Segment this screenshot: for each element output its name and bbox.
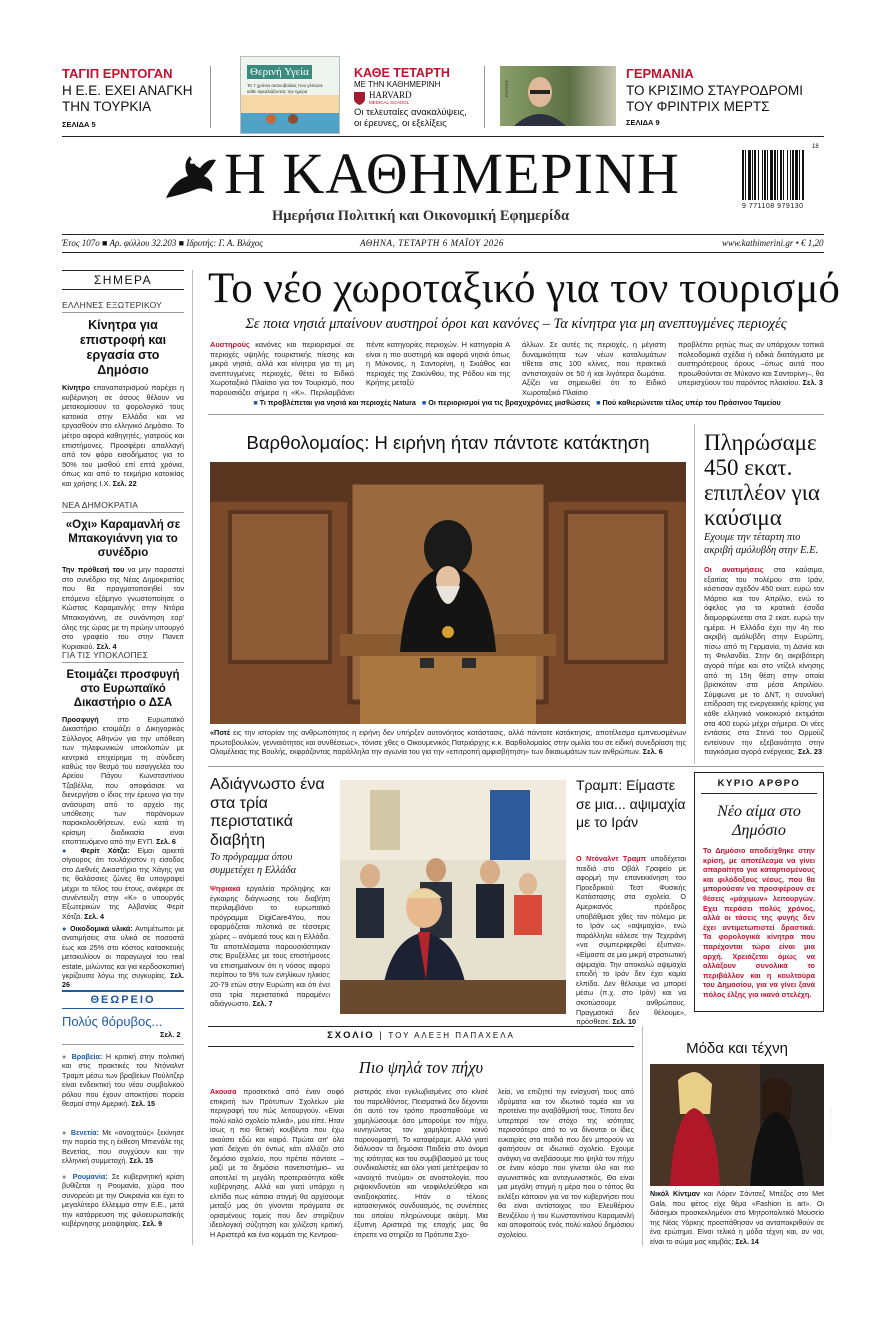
sidebar-title: Κίνητρα για επιστροφή και εργασία στο Δημόσιο: [79, 318, 167, 377]
teaser-page: ΣΕΛΙΔΑ 9: [626, 118, 660, 127]
brief-text: Η κριτική στην πολιτική και στις πρακτικές του Ντόναλντ Τραμπ μέσω των βραβείων Πούλιτζερ είναι ενδεικτική του νέου συμβολικού ρόλου που έχουν αποκτήσει πορεία θεσμοί στην Αμερική.: [62, 1052, 185, 1109]
theoreio-label: ΘΕΩΡΕΙΟ: [62, 990, 184, 1009]
diabetes-lead: Ψηφιακά: [210, 884, 241, 893]
barcode-bar: [745, 150, 746, 200]
issue-website: www.kathimerini.gr • € 1,20: [722, 238, 824, 248]
bullet-square-icon: ■: [596, 398, 601, 407]
barcode-bar: [752, 150, 753, 200]
brief-ref[interactable]: Σελ. 4: [84, 911, 104, 921]
lead-bullets: [210, 398, 824, 407]
barcode-bar: [799, 150, 800, 200]
fuel-ref[interactable]: Σελ. 23: [797, 747, 823, 757]
issue-info: Έτος 107ο ■ Αρ. φύλλου 32.203 ■ Ιδρυτής: Γ. Α. Βλάχος: [62, 238, 263, 248]
brief-bullet-icon: ●: [62, 1052, 68, 1061]
masthead-subtitle: Ημερήσια Πολιτική και Οικονομική Εφημερίδα: [272, 208, 570, 224]
sidebar-title: «Οχι» Καραμανλή σε Μπακογιάννη για το συνέδριο: [65, 519, 181, 559]
lead-col-1: [210, 340, 510, 398]
barcode-bar: [787, 150, 788, 200]
merz-portrait: [500, 66, 616, 126]
brief-ref[interactable]: Σελ. 9: [142, 1219, 163, 1229]
sidebar-text: [62, 715, 184, 847]
fashion-lead: Νικόλ Κίντμαν: [650, 1190, 700, 1198]
trump-photo: [324, 780, 566, 1014]
scholio-body-1: προσεκτικά από έναν σοφό επικριτή των Πρότυπων Σχολείων μία περιγραφή του πώς λειτουργούν. «Είναι πολύ καλό σχολείο τελικά», μου είπε. Ηταν ίσως η πιο θετική κουβέντα που έχω ακούσει εδώ και καιρό. Πρώτα απ' όλα γιατί δείχνει ότι όντως κάτι αλλάζει στο δημόσιο σχολείο, που πρέπει πάντοτε –μαζί με το δημόσιο πανεπιστήμιο– να αποτελεί τη μεγάλη προτεραιότητα κάθε κυβέρνησης. Αλλά και γιατί υπάρχει η ελπίδα πως κάποια στιγμή θα αρχίσουμε μεταξύ μας ότι γίνονται πράγματα σε ορισμένους τομείς που δεν στηρίζουν ιδεολογική σύζητηση και χιλίζεση κριτική. Η Αριστερά και ένα κομμάτι της Κεντροα-: [210, 1088, 344, 1239]
brief-title: Βραβεία:: [71, 1052, 103, 1061]
sidebar-ref[interactable]: Σελ. 4: [96, 641, 117, 651]
photo-headline[interactable]: Βαρθολομαίος: Η ειρήνη ήταν πάντοτε κατάκτηση: [246, 432, 650, 453]
lead-bullet-1[interactable]: Τι προβλέπεται για νησιά και περιοχές Natura: [259, 398, 416, 407]
parliament-scene: [210, 462, 686, 724]
barcode-bar: [802, 150, 804, 200]
brief-ref[interactable]: Σελ. 26: [62, 971, 184, 990]
diabetes-body: εργαλεία πρόληψης και έγκαιρης διάγνωσης του διαβήτη περιλαμβάνει το ευρωπαϊκό πρόγραμμα DigiCare4You, που εφαρμόζεται πιλοτικά σε τέσσερις χώρες – ανάμεσά τους και η Ελλάδα. Τα αποτελέσματα παρουσιάστηκαν στις Βρυξέλλες με τους επιστήμονες να επισημαίνουν ότι η νόσος αφορά περίπου το 9% των ενηλίκων ηλικίας 20-79 ετών στην Ευρώπη και ότι ένα στα τρία περιστατικά παραμένει αδιάγνωστο.: [210, 884, 330, 1009]
teaser-kicker: ΚΑΘΕ ΤΕΤΑΡΤΗ: [354, 66, 450, 80]
lead-bullet-2[interactable]: Οι περιορισμοί για τις βραχυχρόνιες μισθώσεις: [428, 398, 591, 407]
barcode-bar: [783, 150, 784, 200]
sidebar-body: επαναπατρισμού παρέχει η κυβέρνηση σε όσους θέλουν να μετακομίσουν το φορολογικό τους κατοικία στην Ελλάδα και να εργασθούν στο ελληνικό Δημόσιο. Το μέτρο αφορά καθηγητές, γιατρούς και επιστήμονες. Προσφέρει απαλλαγή από τον φόρο εισοδήματος για το 50% του μισθού επί επτά χρόνια, όπως και από το τεκμήριο κατοικίας και χρήσης Ι.Χ.: [62, 383, 185, 488]
website-link[interactable]: www.kathimerini.gr: [722, 238, 794, 248]
sidebar-story-1[interactable]: [62, 300, 184, 489]
sidebar-story-2[interactable]: [62, 500, 184, 651]
diabetes-ref[interactable]: Σελ. 7: [252, 999, 273, 1009]
brief-ref[interactable]: Σελ. 15: [131, 1099, 155, 1109]
brief-title: Φερίτ Χότζα:: [80, 846, 130, 855]
barcode-bar: [774, 150, 776, 200]
issue-date: ΑΘΗΝΑ, ΤΕΤΑΡΤΗ 6 ΜΑΪΟΥ 2026: [360, 238, 505, 248]
trump-lead: Ο Ντόναλντ Τραμπ: [576, 854, 647, 863]
brief-text: Με «ανοιχτούς» ξεκίνησε την πορεία της η έκθεση Μπιενάλε της Βενετίας, που συγχύουν και την ελληνική συμμετοχή.: [62, 1128, 185, 1166]
caption-lead: «Ποτέ: [210, 728, 231, 737]
lead-body-1: κανόνες και περιορισμοί σε περιοχές υψηλής τουριστικής πίεσης και μικρά νησιά, αλλά και κίνητρα για τη μη ανεπτυγμένες περιοχές, θέτει το Ειδικό Χωροταξικό Πλαίσιο για τον Τουρισμό, που παρουσιάζει σήμερα η «Κ». Περιλαμβάνει πέντε κατηγορίες περιοχών. Η κατηγορία Α είναι η πιο αυστηρή και αφορά νησιά όπως η Μύκονος, η Σαντορίνη, η Σκιάθος και περιοχές της Ζακύνθου, της Ρόδου και της Κρήτης μεταξύ: [210, 340, 510, 397]
met-gala-photo: [650, 1064, 833, 1186]
scholio-header: ΣΧΟΛΙΟ | ΤΟΥ ΑΛΕΞΗ ΠΑΠΑΧΕΛΑ: [327, 1030, 515, 1041]
barcode-bar: [792, 150, 794, 200]
bullet-square-icon: ■: [421, 398, 427, 407]
brief-text: Σε κυβερνητική κρίση βυθίζεται η Ρουμανία, χώρα που συνορεύει με την Ουκρανία και έχει το μεγαλύτερο έλλειμμα στην Ε.Ε., μετά την κατάρρευση της φιλοευρωπαϊκής κυβέρνησης μειοψηφίας.: [62, 1172, 185, 1229]
teaser-erdogan[interactable]: [62, 66, 202, 129]
sidebar-kicker: ΝΕΑ ΔΗΜΟΚΡΑΤΙΑ: [62, 500, 184, 513]
sidebar-kicker: ΓΙΑ ΤΙΣ ΥΠΟΚΛΟΠΕΣ: [62, 650, 184, 663]
brief-text: Αντιμέτωποι με ανατιμήσεις στα υλικά σε ποσοστά έως και 25% στο κόστος κατασκευής μετακυλίουν οι παραγωγοί του real estate, μιλώντας και για κερδοσκοπική γκρίζουσα λόγω της συγκυρίας.: [62, 924, 184, 981]
phoenix-logo-icon: [160, 150, 220, 202]
teaser-kicker: ΤΑΓΙΠ ΕΡΝΤΟΓΑΝ: [62, 66, 173, 81]
lead-deck: Σε ποια νησιά μπαίνουν αυστηροί όροι και κανόνες – Τα κίνητρα για μη ανεπτυγμένες περιοχές: [245, 316, 787, 332]
brief-bullet-icon: ●: [62, 924, 68, 933]
lead-col-3: [678, 340, 824, 388]
harvard-shield-icon: [354, 92, 365, 105]
barcode-bar: [777, 150, 778, 200]
barcode-bar: [764, 150, 766, 200]
barcode-bar: [742, 150, 744, 200]
barcode-bar: [754, 150, 756, 200]
masthead-title: Η ΚΑΘΗΜΕΡΙΝΗ: [224, 141, 680, 206]
merz-photo: [500, 66, 616, 126]
caption-ref[interactable]: Σελ. 6: [642, 747, 663, 757]
editorial-label: ΚΥΡΙΟ ΑΡΘΡΟ: [701, 773, 817, 794]
fuel-lead: Οι ανατιμήσεις: [704, 565, 764, 574]
teaser-title: ΤΟ ΚΡΙΣΙΜΟ ΣΤΑΥΡΟΔΡΟΜΙ ΤΟΥ ΦΡΙΝΤΡΙΧ ΜΕΡΤΣ: [626, 83, 803, 114]
today-label: ΣΗΜΕΡΑ: [62, 270, 184, 290]
fashion-text: [650, 1190, 824, 1247]
barcode-top: 18: [812, 144, 819, 150]
sidebar-bottom-3[interactable]: [62, 1172, 184, 1228]
teaser-germany[interactable]: [626, 66, 826, 127]
sidebar-body: να μην παραστεί στο συνέδριο της Νέας Δημοκρατίας που θα πραγματοποιηθεί τον επόμενο εξάμηνο γνωστοποίησε ο Κώστας Καραμανλής στην Ντόρα Μπακογιάννη, σε συνάντηση εορ' όλης της ώρας με τη πρώην υπουργό στο γραφείο του στην Πανεπ Κυριακού.: [62, 565, 184, 651]
sidebar-lead: Την πρόθεσή του: [62, 565, 125, 574]
barcode: [740, 150, 824, 202]
supplement-title: Θερινή Υγεία: [247, 65, 312, 79]
barcode-bar: [795, 150, 798, 200]
issue-founder: Ιδρυτής: Γ. Α. Βλάχος: [186, 238, 263, 248]
merz-credit: ΡΟΙΤΕΡΣ: [504, 79, 510, 98]
trump-text: [576, 854, 686, 1027]
diabetes-headline[interactable]: Αδιάγνωστο ένα στα τρία περιστατικά διαβήτη: [210, 776, 325, 849]
photo-caption: [210, 728, 686, 757]
sidebar-bottom-2[interactable]: [62, 1128, 184, 1166]
lead-lead-word: Αυστηρούς: [210, 340, 250, 349]
lead-body-3: προβλέπει ρητώς πως αν υπάρχουν τοπικά πολεοδομικά σχέδια ή ειδικά διατάγματα με αυστηρότερους όρους –όπως αυτά που προωθούνται σε Μύκονο και Σαντορίνη–, θα υπερισχύουν του παρόντος πλαισίου.: [678, 340, 824, 388]
theoreio-ref[interactable]: Σελ. 2: [160, 1030, 181, 1039]
harvard-brand: HARVARD: [369, 90, 412, 100]
sidebar-brief-2[interactable]: [62, 924, 184, 990]
teaser-harvard[interactable]: [354, 66, 474, 129]
scholio-col-2: ριστεράς είναι εγκλωβισμένες στο κλισέ του παρελθόντος. Πεισματικά δεν δέχονται ότι αυτό τον τρόπο προσπαθούμε να χαμηλώσουμε όσο μπορούμε τον πήχυ, κυνηγώντας τον χαμηλότερο κοινό παρονομαστή. Το καταφέραμε. Αλλά γιατί διάλυσαν τα δημόσια Παιδεία στο όνομα της ισότητας και του συμβιβασμού με τους συνδικαλιστές και όλοι γιατί μετέτρεψαν το «ανοιχτό πνεύμα» σε ανοστολογία, που ριψοκινδυνεύει και νεοφιλελεύθερα και αναξιοκρατίες. Ητάν ο τέλειος κατασκηνικός συνδυασμός, τις συνέπειες του οποίου πληρώνουμε ακόμη. Μια έξυπνη Αριστερά της εποχής μας θα έπρεπε να στηρίζει τα Πρότυπα Σχο-: [354, 1088, 488, 1239]
editorial-text: Το Δημόσιο αποδείχθηκε στην κρίση, με αποτέλεσμα να γίνει απαραίτητο για καταρτισμένους και φιλόδοξους νέους, που θα μπορούσαν να προσφέρουν σε θέσεις «μάχιμων» λειτουργών. Εχει περάσει πολύς χρόνος, αλλά οι τάσεις της φυγής δεν έχει αντιμετωπιστεί δραστικά. Τα φορολογικά κίνητρα που παρέχονται τώρα είναι μια αρχή. Χρειάζεται όμως να αλλάξουν συνολικά το περιβάλλον και η κουλτούρα του Δημοσίου, για να γίνει ξανά πόλος έλξης για ικανά στελέχη.: [703, 846, 815, 999]
sidebar-story-3[interactable]: [62, 650, 184, 847]
sidebar-ref[interactable]: Σελ. 6: [156, 837, 176, 847]
trump-ref[interactable]: Σελ. 10: [612, 1017, 637, 1027]
fuel-deck: Εχουμε την τέταρτη πιο ακριβή αμόλυβδη στην Ε.Ε.: [704, 532, 819, 556]
teaser-kicker: ΓΕΡΜΑΝΙΑ: [626, 66, 694, 81]
harvard-brand-sub: MEDICAL SCHOOL: [369, 100, 410, 105]
fuel-headline[interactable]: Πληρώσαμε 450 εκατ. επιπλέον για καύσιμα: [704, 430, 820, 530]
caption-text: εις την ιστορίαν της ανθρωπότητος η ειρήνη δεν υπήρξεν αυτονόητος κατάστασις, αλλά πάντοτε κατάκτησις, αποτέλεσμα εμπνευσμένων πρωτοβουλιών, γενναιότητος και συνθέσεως», τόνισε χθες ο Οικουμενικός Πατριάρχης κ.κ. Βαρθολομαίος στην ομιλία του σε ειδική συνεδρίαση της Ολομέλειας της Βουλής, εκφράζοντας παράλληλα την αγωνία του για την «επιτροπή αμφισβήτηση» των δικαιωμάτων των ανθρώπων.: [210, 728, 686, 757]
sidebar-ref[interactable]: Σελ. 22: [112, 478, 137, 488]
fuel-text: [704, 565, 824, 757]
barcode-digits: 9 771108 979130: [742, 203, 804, 210]
oval-office-scene: [340, 780, 566, 1014]
scholio-col-3: λεία, να επιζητεί την ενίσχυσή τους από ιδρύματα και τον ιδιωτικό τομέα και να προτείνει την αναβάθμισή τους. Τίποτα δεν υπερτερεί τον στόχο της ισότητας περισσότερο από το να δίνονται οι ίδιες ευκαιρίες στα παιδιά που δεν μπορούν να φοιτήσουν σε ιδιωτικό σχολείο. Εχουμε ανάγκη να ανεβάσουμε πιο ψηλά τον πήχυ σε έναν κόσμο που γίνεται όλο και πιο αγωνιστικός και ανταγωνιστικός. Θα είναι μια μεγάλη στιγμή η μέρα που ο τόπος θα εκλέξει κάποιον για να τον κυβερνήσει που θα είναι αντίστοιχος του Ελευθέριου Βενιζέλου ή του Κωνσταντίνου Καραμανλή και αποφοιτούς ενός πολύ καλού δημόσιου σχολείου.: [498, 1088, 634, 1239]
barcode-bar: [790, 150, 791, 200]
met-gala-credit: GETTY IMAGES: [827, 1106, 833, 1139]
teaser-title: Η Ε.Ε. ΕΧΕΙ ΑΝΑΓΚΗ ΤΗΝ ΤΟΥΡΚΙΑ: [62, 83, 193, 114]
teaser-supplement-cover[interactable]: [240, 56, 340, 134]
brief-text: Είμαι αρκετά σίγουρος ότι τουλάχιστον η είσοδος στο Διεθνές Δικαστήριο της Χάγης για τις θαλάσσιες ζώνες θα υπογραφεί μέχρι το τέλος του έτους, ανέφερε σε συνέντευξη στην «Κ» ο υπουργός Εξωτερικών της Αλβανίας Φερίτ Χότζα.: [62, 846, 185, 921]
beach-illustration: [241, 95, 339, 133]
barcode-bar: [780, 150, 782, 200]
fashion-title[interactable]: Μόδα και τέχνη: [686, 1040, 788, 1057]
issue-number: Αρ. φύλλου 32.203: [109, 238, 177, 248]
theoreio-title[interactable]: Πολύς θόρυβος...: [62, 1014, 163, 1029]
lead-headline[interactable]: Το νέο χωροταξικό για τον τουρισμό: [208, 265, 840, 312]
sidebar-lead: Προσφυγή: [62, 715, 99, 724]
barcode-bar: [770, 150, 773, 200]
scholio-lead: Ακουσα: [210, 1088, 237, 1096]
sidebar-title: Ετοιμάζει προσφυγή στο Ευρωπαϊκό Δικαστήριο ο ΔΣΑ: [66, 669, 180, 709]
fashion-body: και Λόρεν Σάντσεζ Μπέζος στο Met Gala, που φέτος είχε θέμα «Fashion is art». Οι διάσημοι προσκεκλημένοι στο Μητροπολιτικό Μουσείο της Νέας Υόρκης προσπάθησαν να ανταποκριθούν σε ένα ερώτημα. Είναι τελικά η μόδα τέχνη και, αν ναι, είναι το σώμα μας καμβάς;: [650, 1190, 824, 1246]
brief-title: Οικοδομικά υλικά:: [70, 924, 133, 933]
teaser-sub: ΜΕ ΤΗΝ ΚΑΘΗΜΕΡΙΝΗ: [354, 80, 441, 89]
barcode-bar: [767, 150, 768, 200]
brief-ref[interactable]: Σελ. 15: [129, 1156, 154, 1166]
lead-bullet-3[interactable]: Πού καθιερώνεται τέλος υπέρ του Πράσινου Ταμείου: [602, 398, 781, 407]
sidebar-lead: Κίνητρο: [62, 383, 91, 392]
barcode-bar: [758, 150, 759, 200]
met-gala-scene: [650, 1064, 824, 1186]
sidebar-text: [62, 565, 184, 651]
teaser-text: Οι τελευταίες ανακαλύψεις, οι έρευνες, οι εξελίξεις: [354, 107, 467, 129]
scholio-title[interactable]: Πιο ψηλά τον πήχυ: [358, 1058, 484, 1077]
photo-credit: ΦΩΤΟΓΡΑΦΙΑ: ΒΟΥΛΗ ΤΩΝ ΕΛΛΗΝΩΝ: [698, 547, 703, 622]
editorial-title: Νέο αίμα στο Δημόσιο: [717, 803, 801, 839]
barcode-bar: [748, 150, 751, 200]
brief-bullet-icon: ●: [62, 1172, 69, 1181]
trump-body: υποδέχεται παιδιά στο Οβάλ Γραφείο με αφορμή την επανεκκίνηση του Προεδρικού Τεστ Φυσικής Κατάστασης στα σχολεία. Ο Αμερικανός πρόεδρος υποβάθμισε χθες τον πόλεμο με το Ιράν ως «αψιμαχία», ενώ παράλληλα κάλεσε την Τεχεράνη «να συμπεριφερθεί έξυπνα». «Είμαστε σε μια μικρή στρατιωτική αψιμαχία. Την αποκαλώ αψιμαχία επειδή το Ιράν δεν έχει καμία ελπίδα. Δεν θέλουμε να μπορεί μέσω (π.χ. στο Ιράν) και να σκοτώσουμε ανθρώπους. Πραγματικά δεν θέλουμε», πρόσθεσε.: [576, 854, 687, 1027]
scholio-author: ΤΟΥ ΑΛΕΞΗ ΠΑΠΑΧΕΛΑ: [388, 1031, 515, 1040]
diabetes-text: [210, 884, 330, 1009]
sidebar-kicker: ΕΛΛΗΝΕΣ ΕΞΩΤΕΡΙΚΟΥ: [62, 300, 184, 313]
sidebar-brief-1[interactable]: [62, 846, 184, 921]
trump-headline[interactable]: Τραμπ: Είμαστε σε μια... αψιμαχία με το Ιράν: [576, 777, 686, 830]
trump-photo-credit: ASSOCIATED PRESS: [324, 957, 330, 1000]
lead-ref[interactable]: Σελ. 3: [802, 378, 823, 388]
brief-bullet-icon: ●: [62, 846, 73, 855]
sidebar-text: [62, 383, 184, 489]
brief-title: Ρουμανία:: [72, 1172, 108, 1181]
sidebar-bottom-1[interactable]: [62, 1052, 184, 1108]
supplement-text: Τα 7 χρόνια ακτινοβολίας που γλιτώσε κάθε αγκαλιάζοντας την ημέρα: [247, 83, 323, 94]
fuel-body: στα καύσιμα, εξαιτίας του πολέμου στο Ιράν, κόστισαν σχεδόν 450 εκατ. ευρώ τον Μάρτιο και τον Απρίλιο, ενώ το όφελος για τα κρατικά έσοδα διαμορφώνεται στα 2 εκατ. ευρώ την ημέρα. Η Ελλάδα έχει την 4η πιο ακριβή αμόλυβδη στην Ευρώπη, πίσω από τη Γερμανία, τη Δανία και τη Φινλανδία. Στην 6η ακριβότερη αγορά πήρε και στο ντίζελ κίνησης από τη 15η θέση στην οποία βρισκόταν στα μέσα Απριλίου. Σύμφωνα με το ΔΝΤ, η συνολική επίδραση της ενεργειακής κρίσης για κάθε ελληνικό νοικοκυριό εκτιμάται στα 400 ευρώ μέχρι σήμερα. Οι νέες εντάσεις στα Στενά του Ορμούζ εντείνουν την εξεβαινότητα στην παγκόσμια αγορά ενέργειας.: [704, 565, 824, 757]
sidebar-body: στο Ευρωπαϊκό Δικαστήριο ετοιμάζει ο Δικηγορικός Σύλλογος Αθηνών για την υπόθεση των τηλεφωνικών υποκλοπών με κεντρικό επιχείρημα τη σύνδεση καθώς τον θεσμό του εισαγγελέα του Αρείου Πάγου Κωνσταντίνου Τζαβέλλα, που αποφάσισε να διενεργήσει ο ίδιος την έρευνα για την ανάσυρση από το αρχείο της υπόθεσης των παράνομων παρακολουθήσεων, ενώ κατά τη κρίσιμη διαδικασία είναι εποπτευόμενο από την ΕΥΠ.: [62, 715, 184, 847]
price: € 1,20: [801, 238, 824, 248]
bullet-square-icon: ■: [253, 398, 258, 407]
fashion-ref[interactable]: Σελ. 14: [735, 1237, 759, 1246]
barcode-bar: [762, 150, 763, 200]
diabetes-deck: Το πρόγραμμα όπου συμμετέχει η Ελλάδα: [210, 852, 297, 876]
issue-year: Έτος 107ο: [62, 238, 100, 248]
brief-title: Βενετία:: [70, 1128, 99, 1137]
patriarch-photo: [210, 462, 703, 724]
scholio-label: ΣΧΟΛΙΟ: [327, 1030, 375, 1041]
lead-col-2: άλλων. Σε αυτές τις περιοχές, η μέγιστη δυναμικότητα των νέων καταλυμάτων τίθεται στις 100 κλίνες, που πρακτικά αντιστοιχούν σε 50 ή και λιγότερα δωμάτια. Αξίζει να σημειωθεί ότι το Ειδικό Χωροταξικό Πλαίσιο: [522, 340, 666, 397]
teaser-page: ΣΕΛΙΔΑ 5: [62, 120, 96, 129]
editorial-box[interactable]: [694, 772, 824, 1012]
brief-bullet-icon: ●: [62, 1128, 68, 1137]
scholio-col-1: [210, 1088, 344, 1240]
